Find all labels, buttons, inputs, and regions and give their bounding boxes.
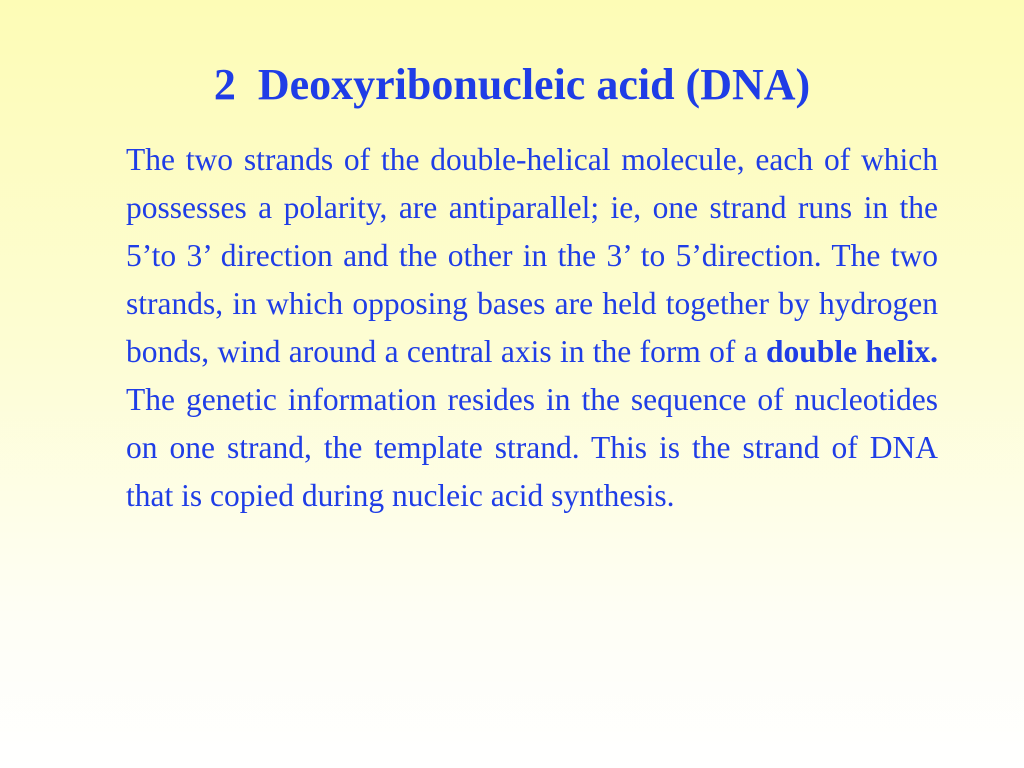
body-text-conclusion: The genetic information resides in the sequence of nucleotides on one strand, the template strand. This is the strand of DNA that is copied during nucleic acid synthesis. — [126, 382, 938, 513]
slide-title: 2 Deoxyribonucleic acid (DNA) — [213, 60, 811, 109]
slide-body-paragraph — [126, 136, 938, 520]
body-text-intro: The two strands of the double-helical molecule, each of which possesses a polarity, are antiparallel; ie, one strand runs in the 5’to 3’ direction and the other in the 3’ to 5’direction. The two strands, in which opposing bases are held together by hydrogen bonds, wind around a central axis in the form of a — [126, 142, 938, 369]
body-bold-term: double helix. — [766, 334, 939, 369]
